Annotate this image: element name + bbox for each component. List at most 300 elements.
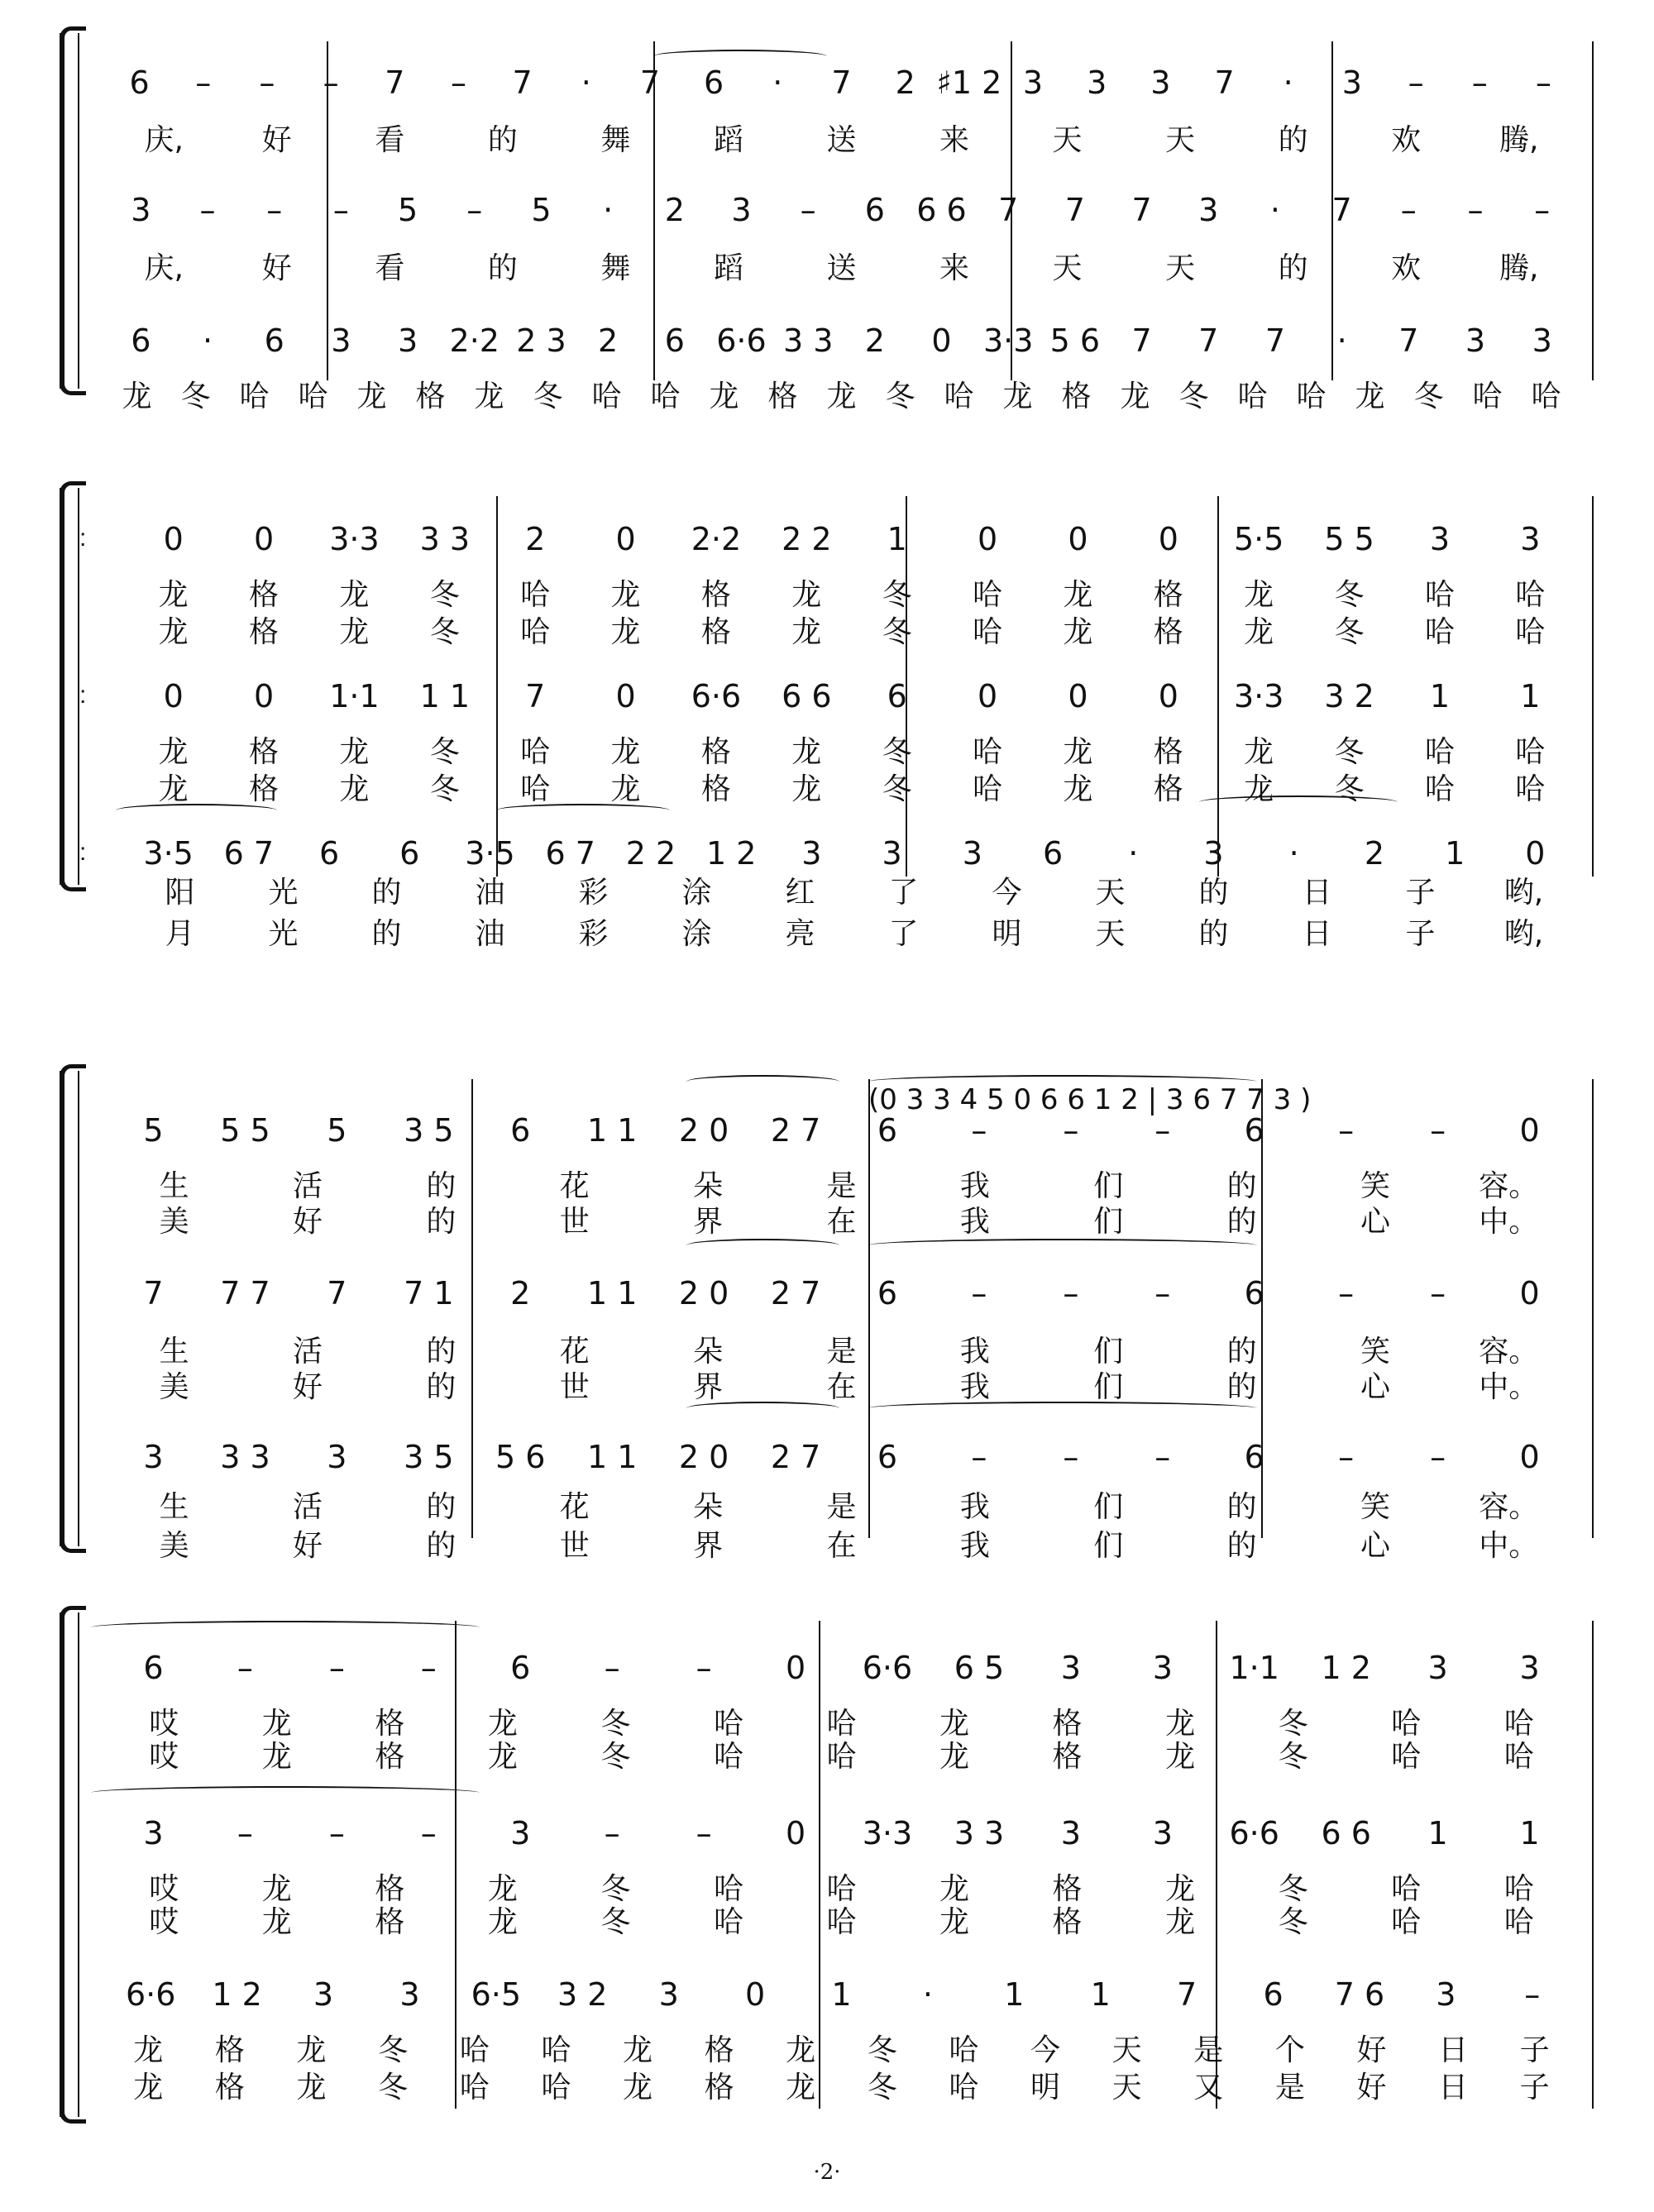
barline [1217,496,1219,877]
lyric-syllable: 朵 [693,1169,724,1203]
lyric-syllable: 冬 [1278,1740,1308,1774]
note: 3·3 [862,1815,913,1851]
lyric-syllable: 龙 [939,1707,970,1741]
note: 3 3 [419,521,471,557]
lyric-syllable: 子 [1519,2033,1550,2067]
lyric-syllable: 日 [1438,2033,1469,2067]
lyric-syllable: 冬 [867,2033,897,2067]
lyric-syllable: 的 [1226,1205,1257,1239]
lyric-syllable: 哈 [949,2033,979,2067]
lyric-syllable: 好 [293,1529,323,1563]
lyric-syllable: 龙 [1165,1740,1196,1774]
lyric-syllable: 来 [939,251,970,285]
lyric-syllable: 天 [1052,123,1083,157]
lyric-syllable: 龙 [1165,1905,1196,1939]
lyric-syllable: 哈 [826,1740,857,1774]
lyric-syllable: 油 [475,917,505,951]
lyric-syllable: 龙 [339,615,370,649]
note: 3 3 [954,1815,1005,1851]
lyric-syllable: 美 [159,1205,189,1239]
lyric-syllable: 哈 [1391,1872,1422,1906]
note: 7 [525,678,546,714]
slur [116,804,277,817]
lyric-syllable: 格 [767,380,798,413]
note: 1 [1520,678,1541,714]
note: 5 5 [220,1112,270,1149]
lyric-syllable: 中。 [1479,1205,1539,1239]
lyric-syllable: 格 [249,578,280,612]
note: 3 [331,322,351,359]
lyric-syllable: 龙 [487,1740,518,1774]
note: – [1154,1439,1171,1475]
note: 3 3 [782,322,834,359]
barline [868,1079,870,1538]
lyric-syllable: 界 [693,1370,724,1404]
lyric-syllable: 今 [992,876,1022,910]
lyric-syllable: 哈 [1515,735,1546,769]
lyric-syllable: 朵 [693,1490,724,1524]
note: 3·5 [465,835,515,872]
system-bracket [60,1071,74,1546]
lyric-syllable: 欢 [1391,123,1422,157]
note: 0 [977,678,998,714]
note: 6 7 [545,835,595,872]
lyric-syllable: 我 [959,1490,990,1524]
lyric-syllable: 今 [1030,2033,1061,2067]
lyric-syllable: 蹈 [713,123,743,157]
lyric-syllable: 哈 [1503,1872,1534,1906]
barline [455,1621,457,2109]
note: 3 [1465,322,1486,359]
lyric-syllable: 冬 [1334,735,1365,769]
lyric-syllable: 哈 [973,615,1003,649]
note: 3 [1152,1815,1173,1851]
note: 0 [163,678,184,714]
lyric-syllable: 龙 [487,1872,518,1906]
lyric-syllable: 的 [1226,1335,1257,1369]
note: – [1471,64,1488,101]
lyric-syllable: 心 [1360,1205,1390,1239]
lyric-syllable: 日 [1302,917,1332,951]
slur [868,1239,1257,1252]
lyric-syllable: 天 [1095,876,1126,910]
note: 6 6 [1321,1815,1371,1851]
note: 7 [1131,322,1152,359]
lyric-syllable: 明 [1030,2071,1061,2105]
slur [686,1402,839,1415]
lyric-syllable: 哈 [1531,380,1561,413]
lyric-syllable: 送 [826,123,857,157]
lyric-syllable: 心 [1360,1370,1390,1404]
lyric-syllable: 哈 [1503,1905,1534,1939]
lyric-syllable: 哈 [1503,1740,1534,1774]
note: – [1534,192,1551,228]
lyric-syllable: 世 [559,1529,590,1563]
note: 6 [664,322,685,359]
lyric-syllable: 光 [268,876,299,910]
lyric-syllable: 油 [475,876,505,910]
lyric-syllable: 的 [1198,917,1229,951]
lyric-syllable: 冬 [600,1905,631,1939]
lyric-syllable: 冬 [885,380,915,413]
note: 6 7 [223,835,275,872]
lyric-syllable: 格 [700,735,731,769]
system-bracket [60,33,74,389]
note: 0 [1519,1439,1540,1475]
lyric-syllable: 好 [1356,2071,1387,2105]
note: 2 0 [678,1275,729,1311]
lyric-syllable: 哈 [520,772,551,806]
lyric-syllable: 涂 [681,876,712,910]
lyric-syllable: 子 [1405,876,1436,910]
lyric-syllable: 哈 [713,1905,743,1939]
lyric-syllable: 在 [826,1529,857,1563]
note: 0 [1158,521,1178,557]
note: – [1430,1112,1446,1149]
note: – [971,1275,987,1311]
note: · [1283,64,1293,101]
lyric-syllable: 们 [1093,1335,1124,1369]
note: – [332,192,349,228]
lyric-syllable: 们 [1093,1205,1124,1239]
lyric-syllable: 好 [293,1370,323,1404]
lyric-syllable: 界 [693,1529,724,1563]
lyric-syllable: 们 [1093,1169,1124,1203]
note: 3 3 [220,1439,270,1475]
note: – [195,64,212,101]
note: – [971,1439,987,1475]
lyric-syllable: 龙 [939,1905,970,1939]
note: 2 7 [770,1439,821,1475]
lyric-syllable: 哈 [1296,380,1327,413]
lyric-syllable: 格 [375,1905,405,1939]
note: · [1128,835,1139,872]
lyric-syllable: 哈 [1424,615,1455,649]
note: 3 [1150,64,1171,101]
lyric-syllable: 冬 [882,615,912,649]
note: 7 [1198,322,1219,359]
lyric-syllable: 哈 [591,380,622,413]
lyric-syllable: 舞 [600,123,631,157]
note: 3 5 [404,1112,454,1149]
lyric-syllable: 生 [159,1169,189,1203]
lyric-syllable: 龙 [826,380,857,413]
lyric-syllable: 日 [1438,2071,1469,2105]
note: – [266,192,283,228]
lyric-syllable: 哈 [1515,772,1546,806]
note: 3 [731,192,752,228]
note: · [603,192,614,228]
note: 0 [931,322,952,359]
note: 6 [864,192,885,228]
lyric-syllable: 冬 [600,1707,631,1741]
note: 2 [525,521,546,557]
note: 5 [327,1112,347,1149]
lyric-syllable: 子 [1519,2071,1550,2105]
lyric-syllable: 日 [1302,876,1332,910]
note: · [1336,322,1347,359]
note: 3 [1436,1976,1456,2013]
lyric-syllable: 容。 [1479,1335,1539,1369]
lyric-syllable: 庆, [144,251,184,285]
lyric-syllable: 龙 [339,735,370,769]
lyric-syllable: 哈 [1515,578,1546,612]
note: 5 [143,1112,164,1149]
lyric-syllable: 活 [293,1169,323,1203]
lyric-syllable: 我 [959,1370,990,1404]
lyric-syllable: 中。 [1479,1370,1539,1404]
lyric-syllable: 龙 [1244,615,1274,649]
note: – [323,64,339,101]
lyric-syllable: 龙 [939,1740,970,1774]
lyric-syllable: 我 [959,1205,990,1239]
lyric-syllable: 冬 [378,2071,409,2105]
note: 5 [397,192,418,228]
note: · [202,322,213,359]
lyric-syllable: 哈 [520,615,551,649]
note: 6 6 [916,192,967,228]
note: 2 [895,64,915,101]
lyric-syllable: 哈 [1237,380,1268,413]
lyric-syllable: 阳 [165,876,195,910]
lyric-syllable: 格 [1052,1740,1083,1774]
note: 6 [510,1650,531,1686]
lyric-syllable: 冬 [180,380,211,413]
note: 0 [1519,1112,1540,1149]
note: 0 [1068,678,1088,714]
lyric-syllable: 龙 [1244,735,1274,769]
note: 3 [658,1976,679,2013]
lyric-syllable: 龙 [133,2071,164,2105]
lyric-syllable: 龙 [1063,772,1093,806]
note: 3 [510,1815,531,1851]
note: 7 [1331,192,1352,228]
note: – [696,1815,712,1851]
lyric-syllable: 我 [959,1529,990,1563]
lyric-syllable: 哈 [541,2071,571,2105]
lyric-syllable: 冬 [378,2033,409,2067]
lyric-syllable: 的 [1226,1169,1257,1203]
lyric-syllable: 明 [992,917,1022,951]
lyric-syllable: 们 [1093,1370,1124,1404]
lyric-syllable: 欢 [1391,251,1422,285]
note: 2 0 [678,1112,729,1149]
lyric-syllable: 哈 [1515,615,1546,649]
lyric-syllable: 龙 [709,380,739,413]
lyric-syllable: 格 [249,772,280,806]
lyric-syllable: 冬 [429,735,460,769]
note: 1 [1519,1815,1540,1851]
note: – [1524,1976,1541,2013]
note: 6 [318,835,340,872]
lyric-syllable: 哈 [949,2071,979,2105]
intro-line: (0 3 3 4 5 0 6 6 1 2 | 3 6 7 7 3 ) [868,1083,1312,1116]
lyric-syllable: 龙 [610,735,641,769]
lyric-syllable: 的 [1278,251,1308,285]
note: 5 [531,192,552,228]
note: – [800,192,816,228]
note: 5 5 [1324,521,1374,557]
lyric-syllable: 是 [1274,2071,1305,2105]
lyric-syllable: 龙 [786,2071,816,2105]
slur [686,1239,839,1252]
note: · [922,1976,933,2013]
barline [1592,41,1594,380]
note: 6 [1244,1112,1264,1149]
lyric-syllable: 格 [1153,578,1183,612]
lyric-syllable: 好 [293,1205,323,1239]
note: 2 3 [516,322,566,359]
note: 2 [664,192,685,228]
note: 3 [1060,1815,1081,1851]
note: 2·2 [449,322,500,359]
lyric-syllable: 的 [371,917,402,951]
lyric-syllable: 哟, [1503,917,1544,951]
lyric-syllable: 是 [826,1169,857,1203]
lyric-syllable: 们 [1093,1490,1124,1524]
lyric-syllable: 格 [415,380,446,413]
repeat-sign: : [79,681,87,709]
system-bracket [60,488,74,885]
note: 0 [1525,835,1546,872]
lyric-syllable: 龙 [261,1872,292,1906]
slur [496,804,670,817]
lyric-syllable: 哎 [149,1740,179,1774]
lyric-syllable: 龙 [133,2033,164,2067]
note: 0 [785,1650,806,1686]
lyric-syllable: 容。 [1479,1490,1539,1524]
note: 6 [1042,835,1064,872]
lyric-syllable: 哈 [459,2033,490,2067]
lyric-syllable: 哈 [1424,735,1455,769]
note: 3 [801,835,822,872]
lyric-syllable: 龙 [1244,578,1274,612]
lyric-syllable: 哈 [459,2071,490,2105]
lyric-syllable: 龙 [158,772,189,806]
note: 3·3 [329,521,380,557]
note: ♯1 2 [936,64,1002,101]
note: 7 6 [1334,1976,1385,2013]
lyric-syllable: 活 [293,1490,323,1524]
lyric-syllable: 哈 [713,1707,743,1741]
note: 6 [1263,1976,1284,2013]
note: 7 [1398,322,1419,359]
note: 0 [253,521,275,557]
slur [686,1075,839,1088]
lyric-syllable: 龙 [474,380,504,413]
note: 3 [1520,521,1541,557]
lyric-syllable: 龙 [786,2033,816,2067]
note: – [1063,1275,1079,1311]
lyric-syllable: 哈 [298,380,328,413]
lyric-syllable: 腾, [1499,251,1539,285]
note: 1 2 [705,835,757,872]
lyric-syllable: 了 [888,917,919,951]
lyric-syllable: 中。 [1479,1529,1539,1563]
note: · [1288,835,1299,872]
lyric-syllable: 的 [426,1205,457,1239]
note: 5 6 [495,1439,546,1475]
lyric-syllable: 龙 [261,1707,292,1741]
lyric-syllable: 腾, [1499,123,1539,157]
system-line [78,33,79,389]
lyric-syllable: 龙 [1063,578,1093,612]
lyric-syllable: 哈 [1391,1707,1422,1741]
lyric-syllable: 冬 [1413,380,1444,413]
note: – [1430,1439,1446,1475]
lyric-syllable: 冬 [1178,380,1209,413]
lyric-syllable: 哈 [1391,1740,1422,1774]
note: 2 7 [770,1275,821,1311]
note: – [1338,1275,1355,1311]
note: 3·3 [982,322,1034,359]
lyric-syllable: 格 [1052,1872,1083,1906]
system-line [78,1612,79,2117]
lyric-syllable: 龙 [296,2033,327,2067]
note: 6 [131,322,151,359]
lyric-syllable: 的 [426,1490,457,1524]
note: 6 [877,1275,898,1311]
note: – [971,1112,987,1149]
note: 3 [962,835,982,872]
lyric-syllable: 哟, [1503,876,1544,910]
lyric-syllable: 冬 [1334,615,1365,649]
note: – [1063,1439,1079,1475]
lyric-syllable: 看 [375,251,405,285]
note: 6 [264,322,284,359]
lyric-syllable: 龙 [487,1905,518,1939]
lyric-syllable: 的 [1226,1529,1257,1563]
lyric-syllable: 龙 [622,2071,653,2105]
note: – [420,1815,437,1851]
note: – [604,1650,620,1686]
lyric-syllable: 的 [1198,876,1229,910]
lyric-syllable: 冬 [600,1740,631,1774]
lyric-syllable: 格 [1061,380,1092,413]
note: 3 2 [557,1976,608,2013]
lyric-syllable: 的 [487,251,518,285]
lyric-syllable: 龙 [1120,380,1150,413]
note: 3 [143,1815,164,1851]
note: 7 [831,64,852,101]
lyric-syllable: 龙 [339,578,370,612]
note: – [1154,1275,1171,1311]
note: 7 1 [404,1275,454,1311]
note: 3 [1022,64,1044,101]
lyric-syllable: 美 [159,1370,189,1404]
lyric-syllable: 花 [559,1490,590,1524]
note: 6 [1244,1275,1264,1311]
lyric-syllable: 格 [375,1707,405,1741]
note: 2 2 [625,835,676,872]
note: – [1535,64,1551,101]
note: 6·6 [716,322,767,359]
note: 2 [864,322,885,359]
note: 7 [327,1275,347,1311]
lyric-syllable: 龙 [261,1740,292,1774]
lyric-syllable: 龙 [356,380,387,413]
lyric-syllable: 天 [1111,2071,1142,2105]
note: 2 0 [678,1439,729,1475]
note: 0 [1519,1275,1540,1311]
note: 3 [131,192,151,228]
lyric-syllable: 龙 [1063,735,1093,769]
note: 7 [1131,192,1152,228]
slur [868,1402,1257,1415]
lyric-syllable: 格 [700,578,731,612]
lyric-syllable: 哎 [149,1905,179,1939]
note: 6 [399,835,420,872]
